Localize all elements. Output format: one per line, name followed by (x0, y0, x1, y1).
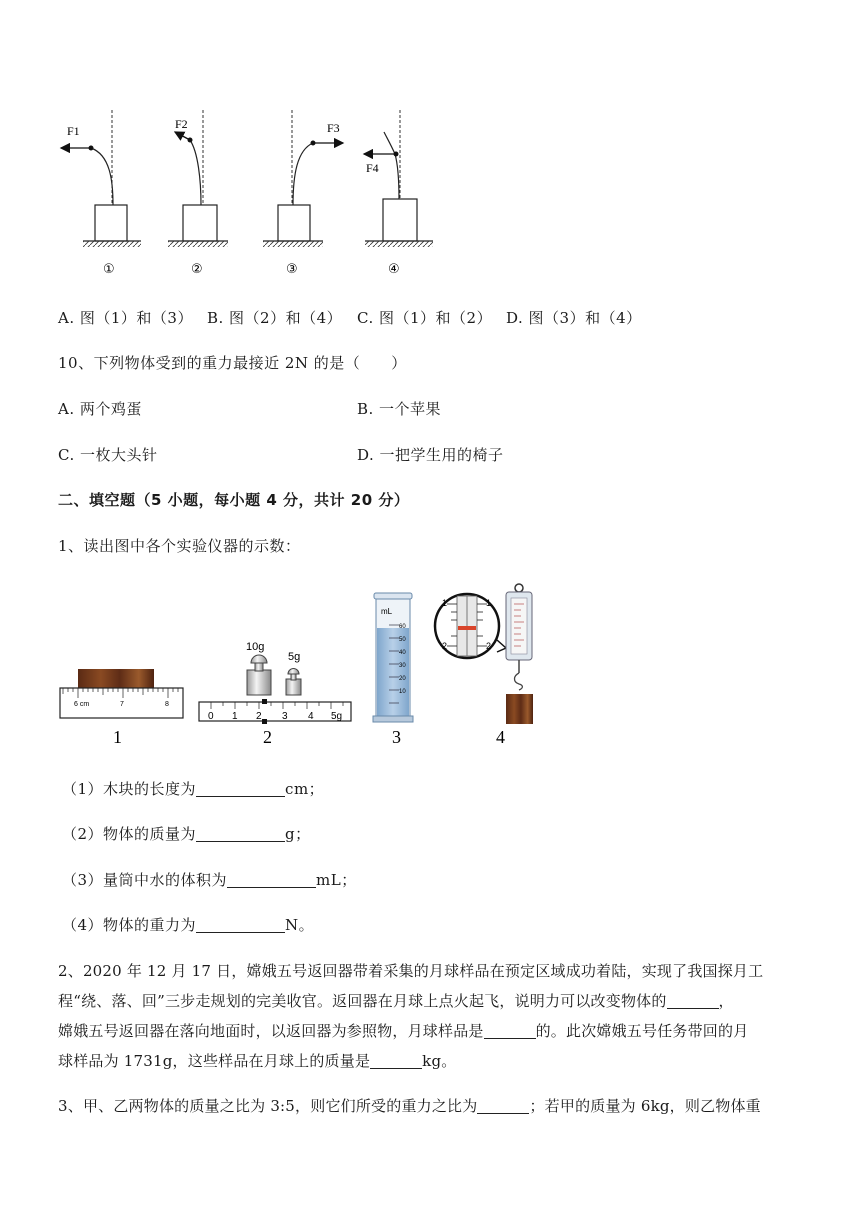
q3-line-1-end: ；若甲的质量为 6kg，则乙物体重 (529, 1097, 761, 1115)
cylinder-tick-20: 20 (399, 676, 406, 682)
q10-option-d: D. 一把学生用的椅子 (357, 446, 504, 464)
q2-line-2-end: ， (718, 992, 734, 1010)
q3-line-1-text: 3、甲、乙两物体的质量之比为 3:5，则它们所受的重力之比为 (58, 1097, 478, 1115)
q9-option-b: B. 图（2）和（4） (207, 309, 343, 327)
ruler-tick-8: 8 (165, 701, 169, 708)
q1-item-1-unit: cm； (285, 780, 325, 798)
instrument-label-4: 4 (496, 727, 505, 747)
q2-line-4 (58, 1050, 456, 1071)
q1-item-3-prefix: （3）量筒中水的体积为 (62, 871, 228, 889)
panel-label-4: ④ (388, 262, 400, 277)
panel-label-3: ③ (286, 262, 298, 277)
q9-option-c: C. 图（1）和（2） (357, 309, 493, 327)
cylinder-unit: mL (381, 607, 393, 616)
force-label-f3: F3 (327, 121, 340, 135)
q1-item-2 (62, 823, 311, 844)
q2-line-4-text: 球样品为 1731g，这些样品在月球上的质量是 (58, 1052, 371, 1070)
balance-tick-1: 1 (232, 711, 238, 722)
q10-option-c: C. 一枚大头针 (58, 446, 158, 464)
q3-blank-1[interactable] (477, 1099, 529, 1114)
q9-option-a: A. 图（1）和（3） (58, 309, 193, 327)
balance-tick-5g: 5g (331, 711, 343, 722)
q1-item-1 (62, 778, 324, 799)
force-panel-1 (61, 110, 141, 277)
q2-line-3-text: 嫦娥五号返回器在落向地面时，以返回器为参照物，月球样品是 (58, 1022, 484, 1040)
force-panel-3 (263, 110, 343, 277)
ruler-panel (60, 669, 183, 747)
q10-option-a: A. 两个鸡蛋 (58, 400, 142, 418)
q1-item-3-blank[interactable] (227, 873, 316, 888)
q1-item-2-blank[interactable] (196, 827, 285, 842)
balance-tick-4: 4 (308, 711, 314, 722)
cylinder-tick-40: 40 (399, 650, 406, 656)
force-panel-4 (364, 110, 433, 277)
balance-panel (199, 641, 351, 747)
instruments-figure (55, 578, 545, 750)
force-label-f2: F2 (175, 117, 188, 131)
instrument-label-3: 3 (392, 727, 401, 747)
q1-stem: 1、读出图中各个实验仪器的示数： (58, 537, 301, 555)
q1-item-3-unit: mL； (316, 871, 357, 889)
panel-label-2: ② (191, 262, 203, 277)
weight-label-5g: 5g (288, 651, 301, 663)
panel-label-1: ① (103, 262, 115, 277)
cylinder-tick-60: 60 (399, 624, 406, 630)
q1-item-4-blank[interactable] (196, 918, 285, 933)
q2-blank-3[interactable] (370, 1054, 422, 1069)
balance-tick-2: 2 (256, 711, 262, 722)
balance-tick-0: 0 (208, 711, 214, 722)
q9-option-d: D. 图（3）和（4） (506, 309, 642, 327)
q1-item-1-prefix: （1）木块的长度为 (62, 780, 197, 798)
cylinder-tick-30: 30 (399, 663, 406, 669)
q1-item-2-prefix: （2）物体的质量为 (62, 825, 197, 843)
zoom-tick-2-right: 2 (486, 641, 492, 651)
q10-option-b: B. 一个苹果 (357, 400, 442, 418)
ruler-tick-7: 7 (120, 701, 124, 708)
q1-item-4-unit: N。 (285, 916, 315, 934)
force-label-f4: F4 (366, 161, 379, 175)
q2-line-2 (58, 990, 734, 1011)
cylinder-panel (373, 593, 413, 747)
q2-blank-1[interactable] (667, 994, 719, 1009)
q10-stem: 10、下列物体受到的重力最接近 2N 的是（ ） (58, 354, 407, 372)
q1-item-2-unit: g； (285, 825, 311, 843)
spring-scale-panel (435, 584, 533, 747)
ruler-tick-6: 6 cm (74, 701, 90, 708)
balance-tick-3: 3 (282, 711, 288, 722)
zoom-tick-1-left: 1 (442, 598, 448, 608)
q2-line-3-end: 的。此次嫦娥五号任务带回的月 (535, 1022, 749, 1040)
instrument-label-2: 2 (263, 727, 272, 747)
q2-line-4-end: kg。 (422, 1052, 457, 1070)
instrument-label-1: 1 (113, 727, 122, 747)
section-heading: 二、填空题（5 小题，每小题 4 分，共计 20 分） (58, 491, 410, 509)
q1-item-3 (62, 869, 357, 890)
zoom-tick-1-right: 1 (486, 598, 492, 608)
cylinder-tick-50: 50 (399, 637, 406, 643)
q2-blank-2[interactable] (484, 1024, 536, 1039)
weight-label-10g: 10g (246, 641, 265, 653)
q2-line-1: 2、2020 年 12 月 17 日，嫦娥五号返回器带着采集的月球样品在预定区域成功着陆，实现了我国探月工 (58, 962, 764, 980)
cylinder-tick-10: 10 (399, 689, 406, 695)
q2-line-3 (58, 1020, 748, 1041)
zoom-tick-2-left: 2 (442, 641, 448, 651)
force-panel-2 (168, 110, 228, 277)
q1-item-4-prefix: （4）物体的重力为 (62, 916, 197, 934)
force-label-f1: F1 (67, 124, 80, 138)
q1-item-1-blank[interactable] (196, 782, 285, 797)
force-diagram-figure (55, 110, 445, 282)
q3-line-1 (58, 1095, 761, 1116)
q1-item-4 (62, 914, 314, 935)
q2-line-2-text: 程“绕、落、回”三步走规划的完美收官。返回器在月球上点火起飞，说明力可以改变物体的 (58, 992, 667, 1010)
